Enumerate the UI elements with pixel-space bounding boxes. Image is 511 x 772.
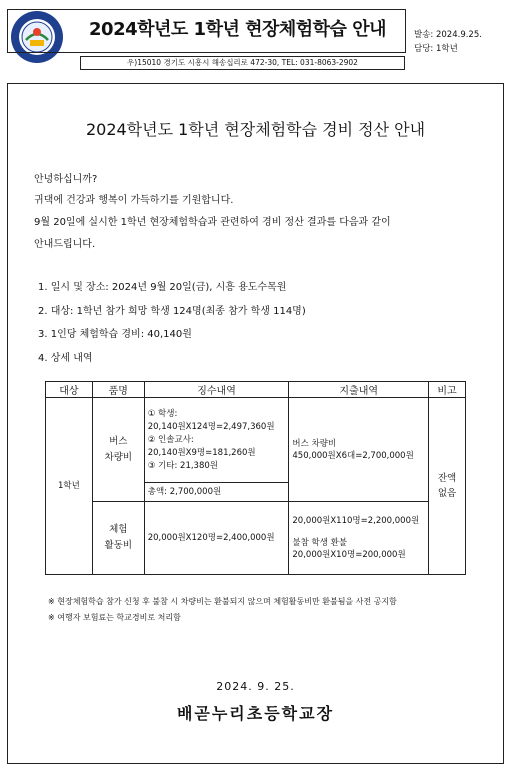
expense-table: [45, 381, 466, 575]
note-insurance: ※ 여행자 보험료는 학교경비로 처리함: [48, 613, 181, 622]
list-item-cost: 3. 1인당 체험학습 경비: 40,140원: [38, 329, 192, 340]
income-line: 20,140원X124명=2,497,360원: [147, 421, 275, 432]
expense-line: 불참 학생 환불: [292, 538, 348, 548]
remark-line: 없음: [437, 488, 457, 499]
activity-income-cell: 20,000원X120명=2,400,000원: [144, 502, 289, 575]
expense-line: 450,000원X6대=2,700,000원: [292, 450, 414, 461]
remark-cell: [429, 398, 466, 575]
activity-name-2: 활동비: [104, 540, 133, 551]
income-line: ① 학생:: [147, 408, 178, 419]
bus-expense-cell: [289, 398, 429, 502]
expense-line: 20,000원X110명=2,200,000원: [292, 516, 420, 526]
bus-item-cell: [92, 398, 144, 502]
school-address: 우)15010 경기도 시흥시 해송십리로 472-30, TEL: 031-8063-2902: [80, 56, 405, 70]
header-target: 대상: [46, 382, 93, 398]
list-item-target: 2. 대상: 1학년 참가 희망 학생 124명(최종 참가 학생 114명): [38, 306, 306, 317]
header-item: 품명: [92, 382, 144, 398]
bus-income-cell: [144, 398, 289, 483]
send-date: 발송: 2024.9.25.: [414, 30, 482, 40]
header-title: 2024학년도 1학년 현장체험학습 안내: [89, 19, 386, 40]
wish-line: 귀댁에 건강과 행복이 가득하기를 기원합니다.: [34, 195, 234, 206]
expense-line: 20,000원X10명=200,000원: [292, 550, 406, 560]
table-row: [46, 502, 466, 575]
intro-line-1: 9월 20일에 실시한 1학년 현장체험학습과 관련하여 경비 정산 결과를 다음과 같이: [34, 217, 391, 228]
expense-line: 버스 차량비: [292, 438, 337, 449]
list-item-schedule: 1. 일시 및 장소: 2024년 9월 20일(금), 시흥 용도수목원: [38, 282, 287, 293]
person-in-charge: 담당: 1학년: [414, 44, 458, 54]
header-meta: [414, 28, 482, 56]
principal-signature: 배곧누리초등학교장: [176, 704, 335, 723]
income-line: ③ 기타: 21,380원: [147, 460, 218, 471]
table-header-row: [46, 382, 466, 398]
document-title: 2024학년도 1학년 현장체험학습 경비 정산 안내: [85, 120, 426, 139]
footer-date: 2024. 9. 25.: [216, 680, 295, 693]
table-row: [46, 398, 466, 483]
income-line: 20,140원X9명=181,260원: [147, 447, 256, 458]
target-cell: 1학년: [46, 398, 93, 575]
list-item-details: 4. 상세 내역: [38, 353, 93, 364]
activity-item-cell: [92, 502, 144, 575]
header-expense: 지출내역: [289, 382, 429, 398]
intro-line-2: 안내드립니다.: [34, 239, 96, 250]
bus-name-1: 버스: [109, 435, 128, 447]
activity-expense-cell: [289, 502, 429, 575]
header-remark: 비고: [429, 382, 466, 398]
note-refund: ※ 현장체험학습 참가 신청 후 불참 시 차량비는 환불되지 않으며 체험활동비만 환불됨을 사전 공지함: [48, 597, 397, 606]
bus-name-2: 차량비: [104, 451, 133, 463]
activity-name-1: 체험: [109, 524, 128, 535]
header-income: 징수내역: [144, 382, 289, 398]
bus-income-total: 총액: 2,700,000원: [144, 483, 289, 502]
remark-line: 잔액: [437, 473, 457, 484]
greeting: 안녕하십니까?: [34, 174, 98, 185]
income-line: ② 인솔교사:: [147, 434, 194, 445]
